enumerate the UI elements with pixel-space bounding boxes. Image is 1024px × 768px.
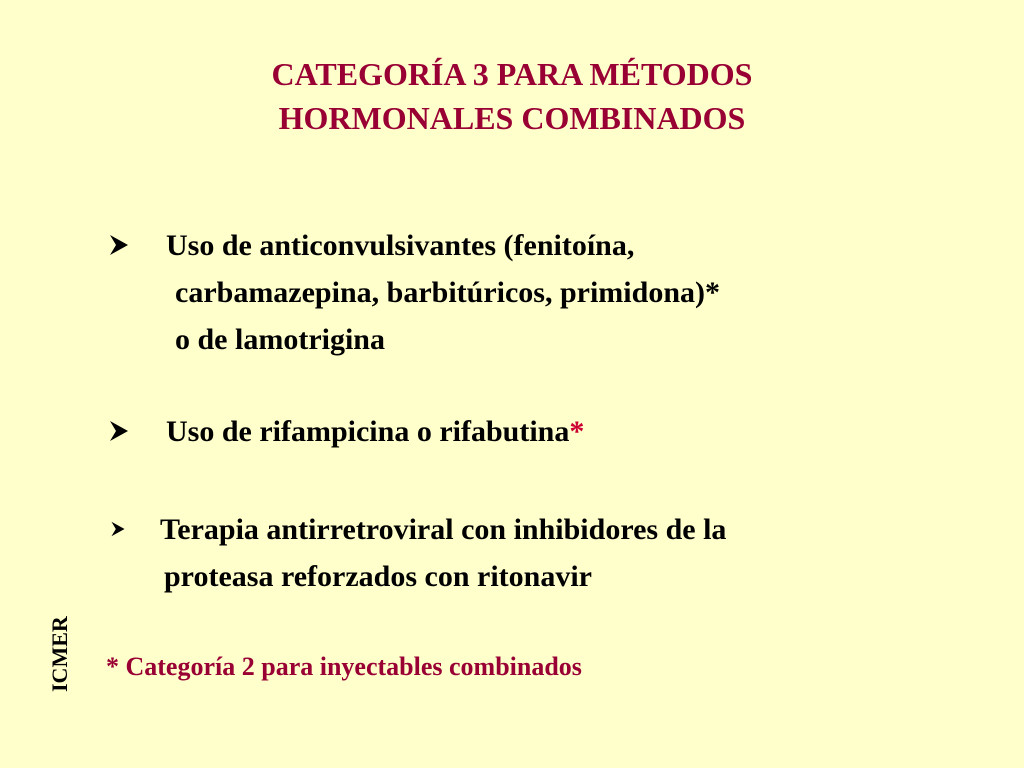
arrow-bullet-icon xyxy=(108,234,130,256)
bullet-1-line-2: carbamazepina, barbitúricos, primidona)* xyxy=(175,276,720,309)
bullet-2-marker: * xyxy=(569,415,585,448)
title-line-2: HORMONALES COMBINADOS xyxy=(278,100,746,136)
bullet-3-line-2: proteasa reforzados con ritonavir xyxy=(164,560,592,593)
bullet-2-text: Uso de rifampicina o rifabutina xyxy=(166,415,570,448)
bullet-item-antirretroviral xyxy=(108,506,726,600)
title-line-1: CATEGORÍA 3 PARA MÉTODOS xyxy=(271,56,753,92)
bullet-3-line-1: Terapia antirretroviral con inhibidores de la xyxy=(160,513,727,546)
footnote: * Categoría 2 para inyectables combinados xyxy=(106,652,582,681)
bullet-1-line-3: o de lamotrigina xyxy=(175,323,385,356)
side-label: ICMER xyxy=(47,616,72,692)
slide-title xyxy=(0,52,1024,140)
bullet-1-line-1: Uso de anticonvulsivantes (fenitoína, xyxy=(166,229,635,262)
arrow-bullet-icon xyxy=(110,521,126,537)
bullet-item-anticonvulsivantes xyxy=(108,222,720,363)
bullet-item-rifampicina xyxy=(108,408,584,455)
arrow-bullet-icon xyxy=(108,420,130,442)
